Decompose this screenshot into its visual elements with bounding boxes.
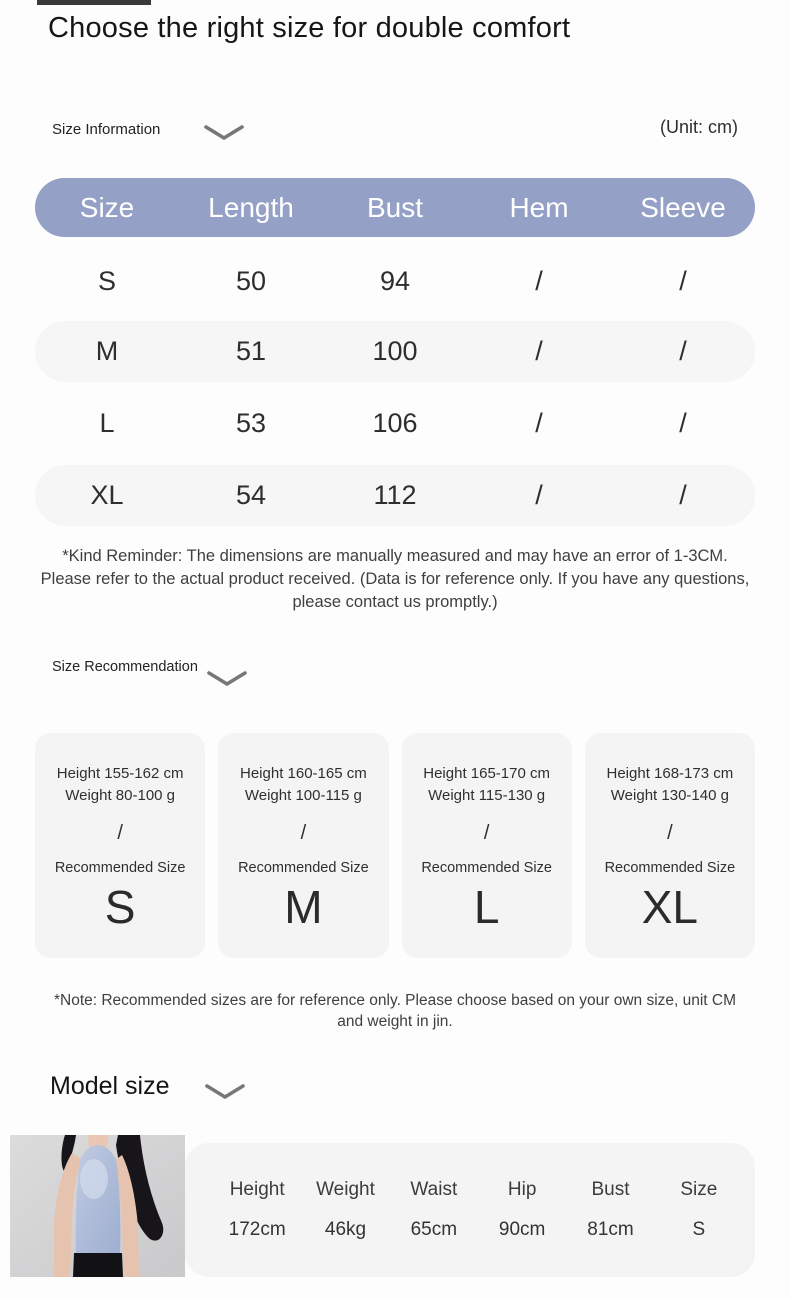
size-table-header — [35, 178, 755, 237]
model-photo-illustration — [10, 1135, 185, 1277]
divider-slash: / — [667, 822, 673, 844]
divider-slash: / — [483, 822, 490, 844]
table-cell: M — [95, 336, 119, 366]
table-cell: / — [535, 480, 543, 510]
size-table-header-cell: Sleeve — [640, 191, 726, 223]
recommendation-card-m — [218, 733, 388, 958]
table-cell: 94 — [379, 265, 411, 296]
stat-label: Height — [229, 1179, 285, 1200]
page-title: Choose the right size for double comfort — [48, 12, 571, 44]
table-cell: / — [535, 265, 543, 296]
table-cell: / — [679, 408, 687, 438]
weight-range: Weight 80-100 g — [65, 787, 176, 804]
height-range: Height 168-173 cm — [606, 765, 734, 782]
table-cell: 50 — [235, 265, 267, 296]
table-cell: / — [679, 265, 687, 296]
divider-slash: / — [117, 822, 123, 844]
recommendation-note-text: *Note: Recommended sizes are for reference only. Please choose based on your own size, unit CM and weight in jin. — [53, 992, 737, 1030]
size-table-row-l — [35, 393, 755, 454]
recommended-size-label: Recommended Size — [604, 860, 736, 876]
recommended-size-value: L — [473, 881, 500, 933]
stat-label: Weight — [316, 1179, 375, 1200]
recommended-size-value: M — [284, 881, 323, 933]
top-image-remnant-bar — [37, 0, 151, 5]
recommended-size-label: Recommended Size — [238, 860, 369, 876]
model-photo — [10, 1135, 185, 1277]
weight-range: Weight 115-130 g — [428, 787, 546, 804]
table-cell: S — [97, 265, 116, 296]
recommendation-card-l — [402, 733, 572, 958]
chevron-down-icon[interactable] — [205, 669, 249, 689]
size-information-label: Size Information — [52, 121, 161, 138]
recommendation-card-xl — [585, 733, 755, 958]
table-cell: / — [679, 336, 687, 366]
model-size-header — [0, 1070, 790, 1114]
size-table-header-cell: Length — [208, 191, 294, 223]
size-table-row-m — [35, 321, 755, 382]
stat-label: Hip — [507, 1179, 537, 1200]
table-cell: 112 — [373, 480, 417, 510]
table-cell: 100 — [372, 336, 418, 366]
recommendation-cards — [35, 733, 755, 958]
kind-reminder-text: *Kind Reminder: The dimensions are manually measured and may have an error of 1-3CM. Please refer to the actual product received. (Data is for reference only. If you have any questions, please contact us promptly.) — [40, 547, 750, 611]
chevron-down-icon[interactable] — [203, 1082, 247, 1102]
recommended-size-value: S — [104, 881, 136, 933]
table-cell: XL — [90, 480, 124, 510]
recommended-size-label: Recommended Size — [421, 860, 552, 876]
table-cell: / — [535, 408, 543, 438]
chevron-down-icon[interactable] — [202, 123, 246, 143]
table-cell: L — [99, 408, 115, 438]
table-cell: 53 — [235, 408, 267, 438]
size-recommendation-header — [0, 655, 790, 705]
divider-slash: / — [300, 822, 307, 844]
stat-label: Waist — [410, 1179, 458, 1200]
stat-label: Bust — [591, 1179, 630, 1200]
size-table-row-xl — [35, 465, 755, 526]
height-range: Height 165-170 cm — [423, 765, 550, 782]
recommended-size-label: Recommended Size — [54, 860, 186, 876]
recommendation-card-s — [35, 733, 205, 958]
stat-label: Size — [680, 1179, 718, 1200]
stat-value: S — [692, 1219, 706, 1240]
weight-range: Weight 130-140 g — [610, 787, 729, 804]
height-range: Height 155-162 cm — [56, 765, 184, 782]
table-cell: / — [535, 336, 543, 366]
recommended-size-value: XL — [641, 881, 698, 933]
table-cell: 106 — [372, 408, 418, 438]
unit-label: (Unit: cm) — [660, 117, 738, 137]
table-cell: / — [679, 480, 687, 510]
stat-value: 81cm — [587, 1219, 634, 1240]
table-cell: 54 — [235, 480, 267, 510]
stat-value: 65cm — [410, 1219, 458, 1240]
stat-value: 90cm — [498, 1219, 546, 1240]
size-recommendation-label: Size Recommendation — [52, 659, 198, 675]
stat-value: 46kg — [324, 1219, 367, 1240]
stat-value: 172cm — [228, 1219, 286, 1240]
size-table-header-cell: Hem — [509, 191, 569, 223]
model-stats-panel — [185, 1143, 755, 1277]
weight-range: Weight 100-115 g — [244, 787, 362, 804]
height-range: Height 160-165 cm — [240, 765, 367, 782]
size-table-header-cell: Bust — [366, 191, 424, 223]
table-cell: 51 — [235, 336, 267, 366]
model-size-label: Model size — [50, 1072, 170, 1100]
size-information-header — [0, 113, 790, 147]
size-table-row-s — [35, 251, 755, 311]
size-table-header-cell: Size — [79, 191, 135, 223]
